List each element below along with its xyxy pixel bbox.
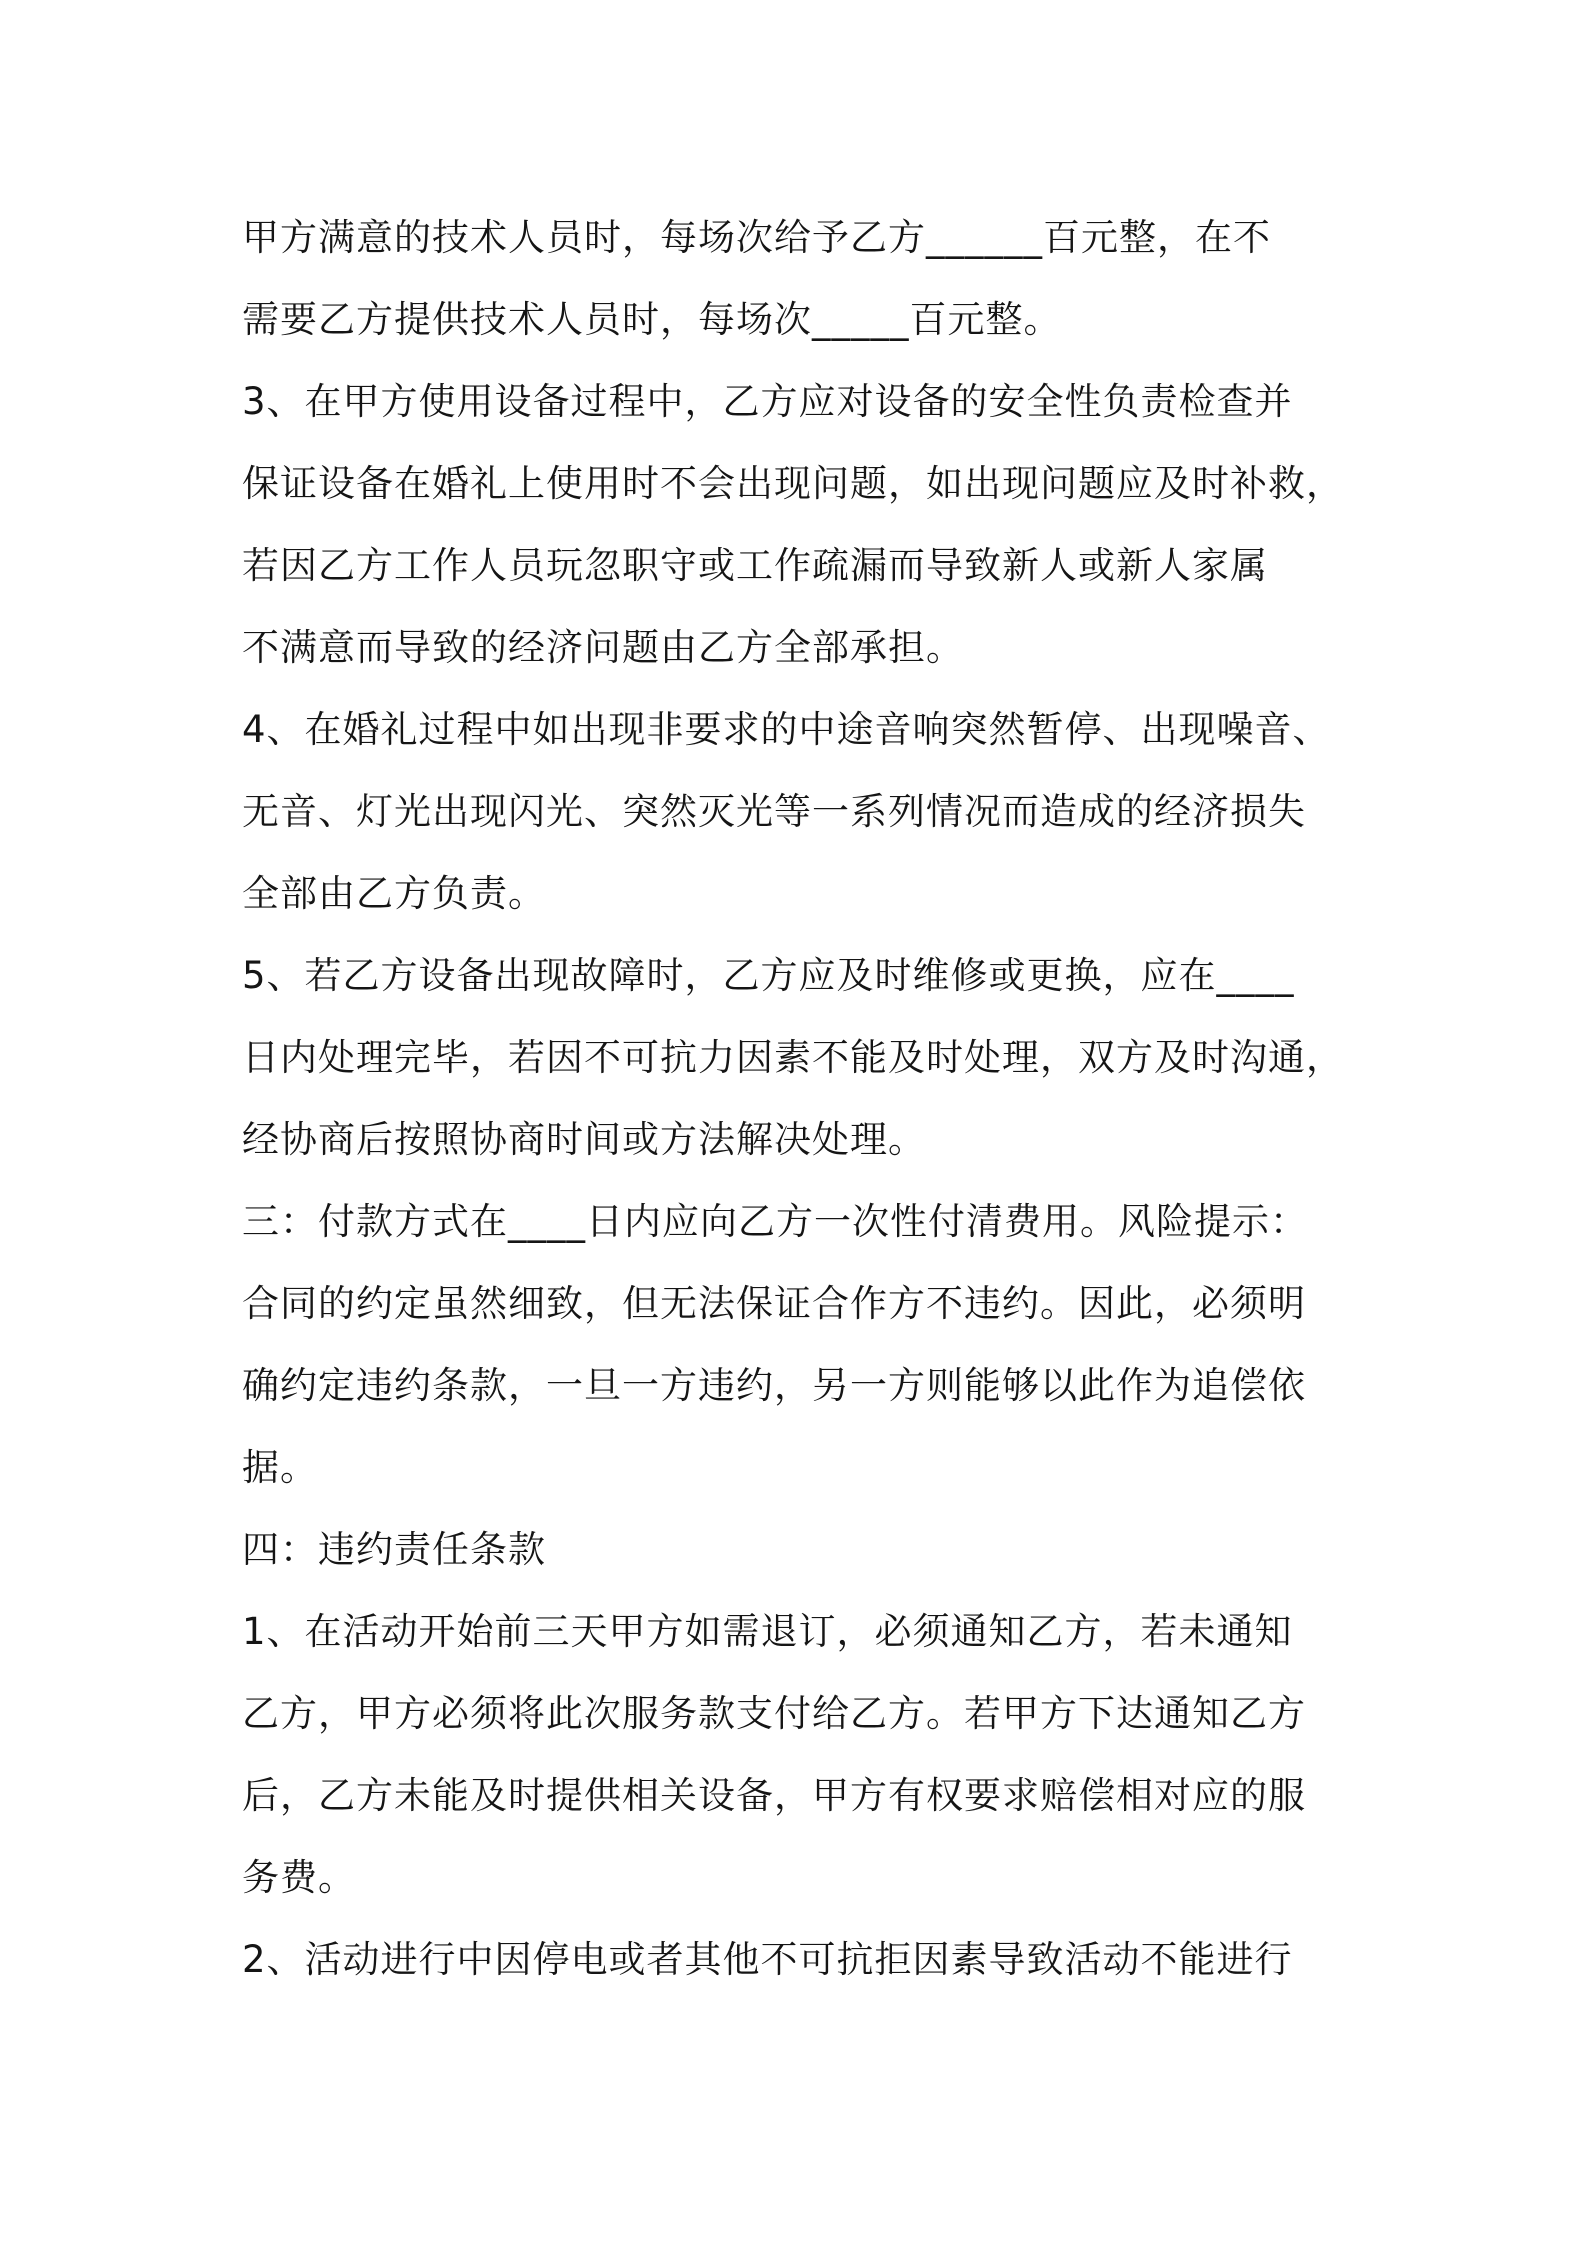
text-line: 全部由乙方负责。 [242, 872, 546, 915]
text-line: 后，乙方未能及时提供相关设备，甲方有权要求赔偿相对应的服 [242, 1774, 1306, 1817]
text-line: 2、活动进行中因停电或者其他不可抗拒因素导致活动不能进行 [242, 1938, 1293, 1981]
text-line: 3、在甲方使用设备过程中，乙方应对设备的安全性负责检查并 [242, 380, 1293, 423]
text-line: 不满意而导致的经济问题由乙方全部承担。 [242, 626, 964, 669]
text-line: 合同的约定虽然细致，但无法保证合作方不违约。因此，必须明 [242, 1282, 1306, 1325]
text-line: 日内处理完毕，若因不可抗力因素不能及时处理，双方及时沟通， [242, 1036, 1344, 1079]
text-line: 经协商后按照协商时间或方法解决处理。 [242, 1118, 926, 1161]
contract-text [242, 197, 1362, 2001]
text-line: 若因乙方工作人员玩忽职守或工作疏漏而导致新人或新人家属 [242, 544, 1268, 587]
text-line: 乙方，甲方必须将此次服务款支付给乙方。若甲方下达通知乙方 [242, 1692, 1306, 1735]
text-line: 无音、灯光出现闪光、突然灭光等一系列情况而造成的经济损失 [242, 790, 1306, 833]
text-line: 三：付款方式在____日内应向乙方一次性付清费用。风险提示： [242, 1200, 1308, 1243]
text-line: 务费。 [242, 1856, 356, 1899]
text-line: 5、若乙方设备出现故障时，乙方应及时维修或更换，应在____ [242, 954, 1295, 997]
text-line: 确约定违约条款，一旦一方违约，另一方则能够以此作为追偿依 [242, 1364, 1306, 1407]
text-line: 需要乙方提供技术人员时，每场次_____百元整。 [242, 298, 1062, 341]
section-heading: 四：违约责任条款 [242, 1528, 546, 1571]
text-line: 1、在活动开始前三天甲方如需退订，必须通知乙方，若未通知 [242, 1610, 1293, 1653]
text-line: 甲方满意的技术人员时，每场次给予乙方______百元整，在不 [242, 216, 1271, 259]
text-line: 据。 [242, 1446, 318, 1489]
text-line: 保证设备在婚礼上使用时不会出现问题，如出现问题应及时补救， [242, 462, 1344, 505]
text-line: 4、在婚礼过程中如出现非要求的中途音响突然暂停、出现噪音、 [242, 708, 1331, 751]
